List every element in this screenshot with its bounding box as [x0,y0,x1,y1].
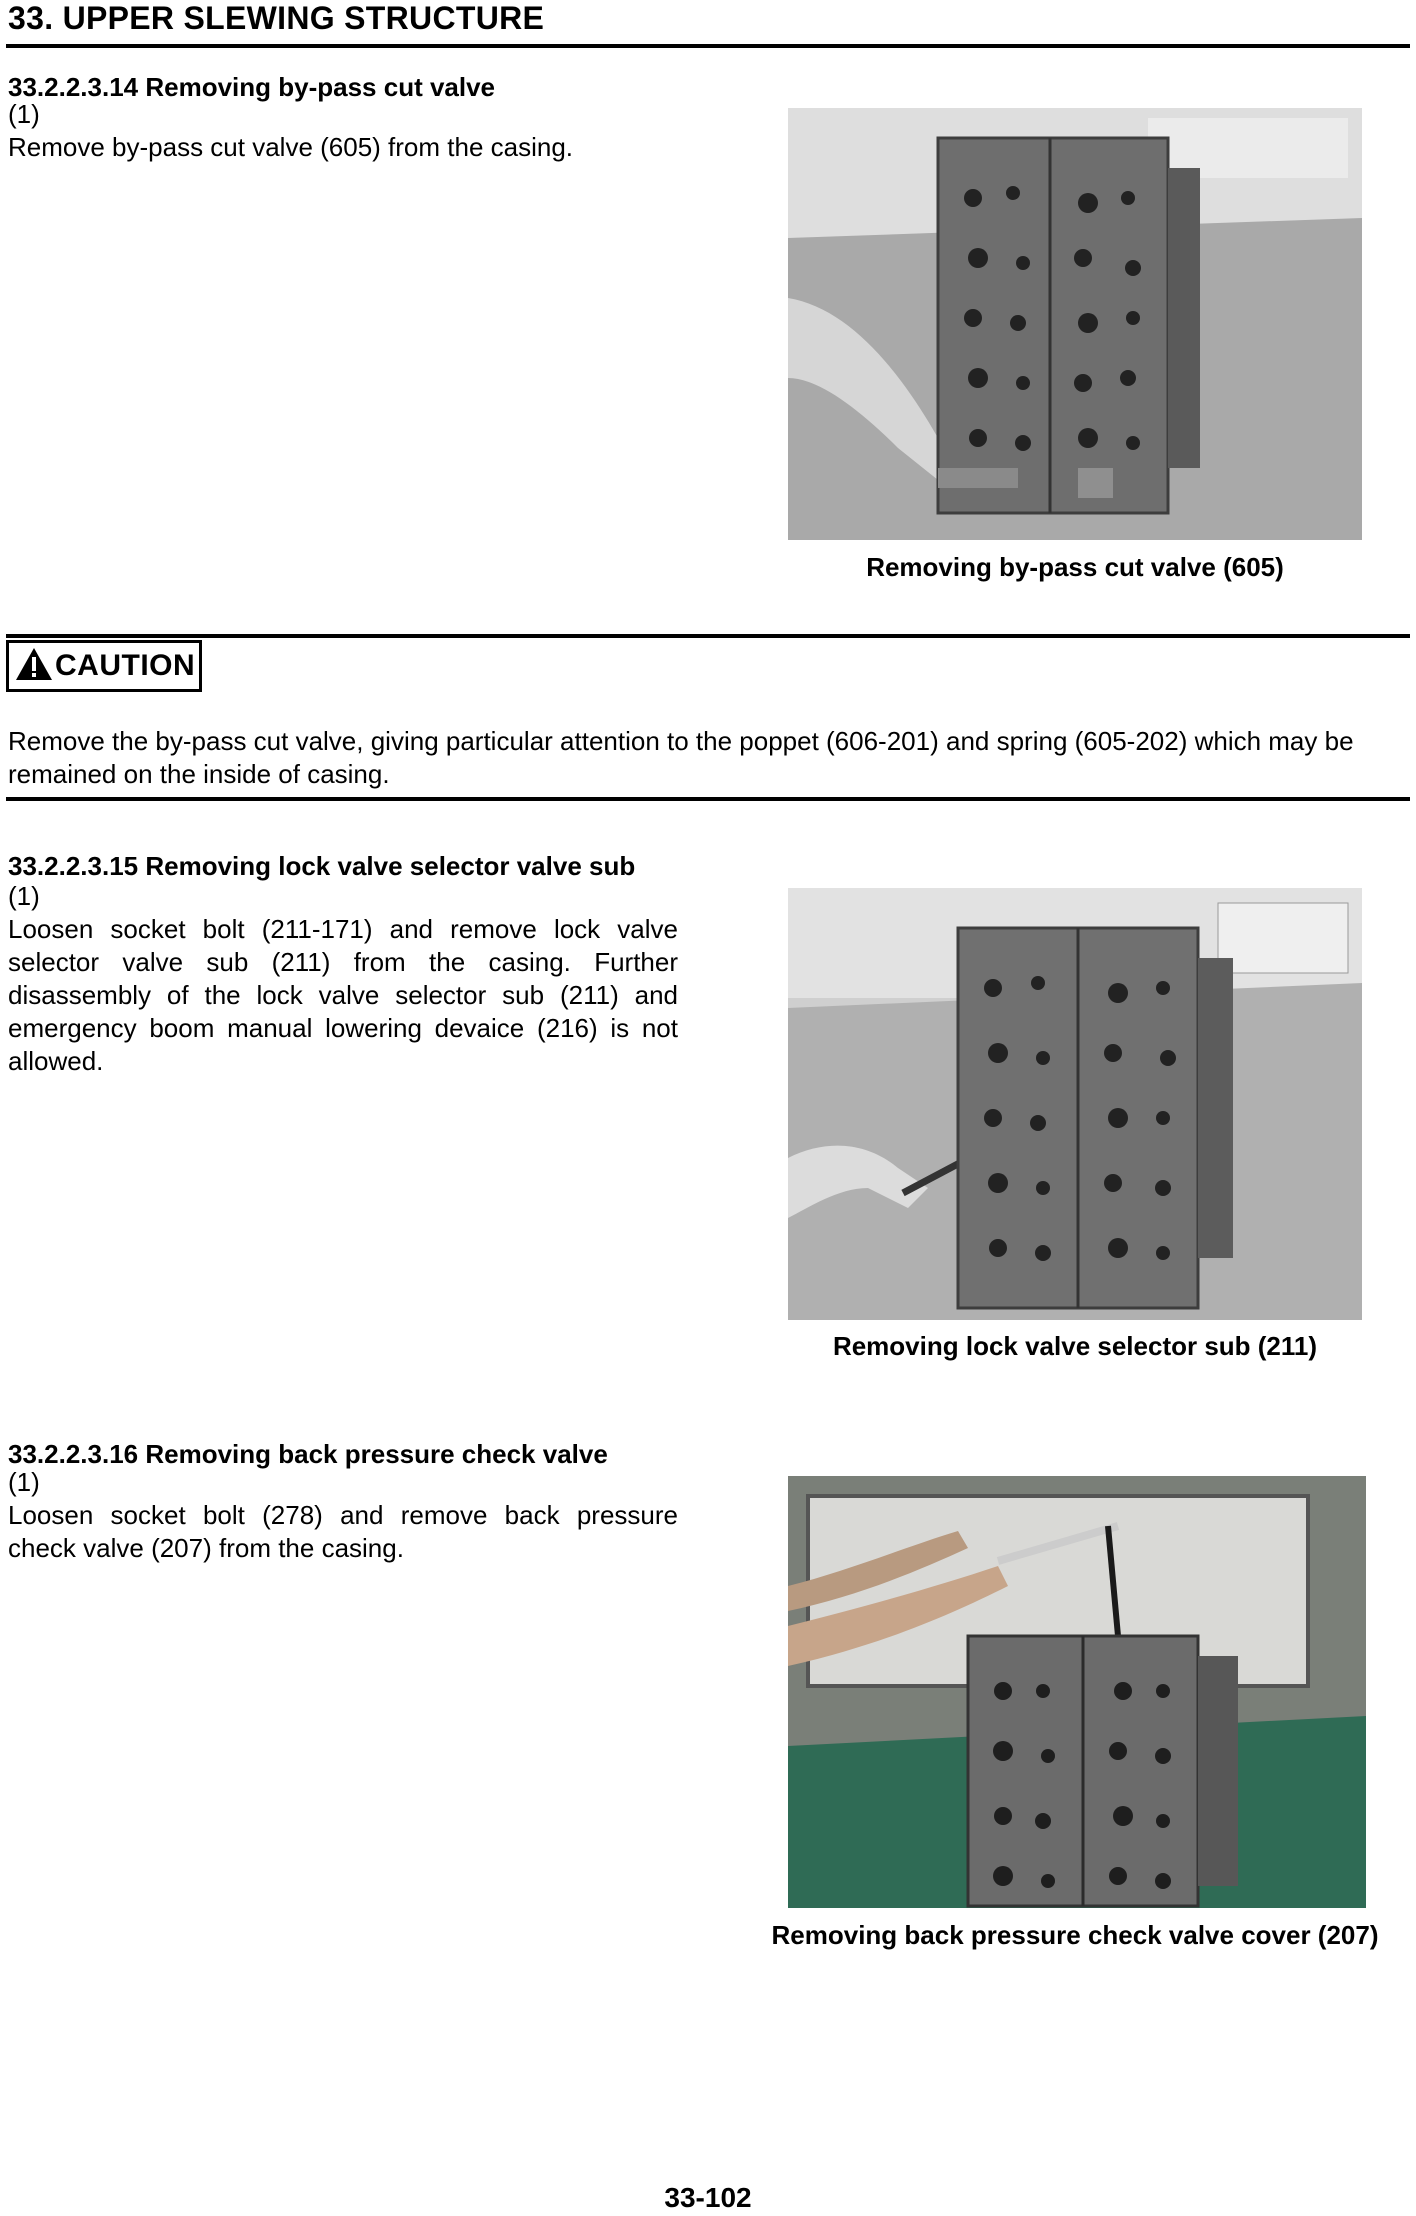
page-number: 33-102 [664,2182,752,2213]
caution-top-rule [6,634,1410,638]
caution-label-box [6,640,202,692]
photo-back-pressure-check-valve [788,1476,1366,1908]
page-header-title: 33. UPPER SLEWING STRUCTURE [8,0,545,36]
step-number: (1) [8,1467,40,1497]
caution-bottom-rule [6,797,1410,801]
photo-caption: Removing back pressure check valve cover (207) [771,1920,1379,1950]
step-number: (1) [8,881,40,911]
step-text: Remove by-pass cut valve (605) from the casing. [8,132,574,162]
caution-label: CAUTION [55,649,196,682]
photo-caption: Removing by-pass cut valve (605) [866,552,1284,582]
header-rule [6,44,1410,48]
section-heading-lock-valve-selector: 33.2.2.3.15 Removing lock valve selector valve sub [8,851,636,881]
step-text: Loosen socket bolt (278) and remove back pressure check valve (207) from the casing. [8,1500,678,1563]
section-heading-bypass-cut-valve: 33.2.2.3.14 Removing by-pass cut valve [8,72,496,102]
section-heading-back-pressure-check-valve: 33.2.2.3.16 Removing back pressure check valve [8,1439,608,1469]
caution-text: Remove the by-pass cut valve, giving particular attention to the poppet (606-201) and spring (605-202) which may be remained on the inside of casing. [8,726,1354,789]
photo-caption: Removing lock valve selector sub (211) [832,1331,1318,1361]
step-text: Loosen socket bolt (211-171) and remove lock valve selector valve sub (211) from the casing. Further disassembly of the lock valve selector sub (211) and emergency boom manual lowering devaice (216) is not allowed. [8,914,678,1076]
warning-triangle-icon [15,647,53,686]
step-number: (1) [8,99,40,129]
photo-lock-valve-selector [788,888,1362,1320]
photo-bypass-cut-valve [788,108,1362,540]
